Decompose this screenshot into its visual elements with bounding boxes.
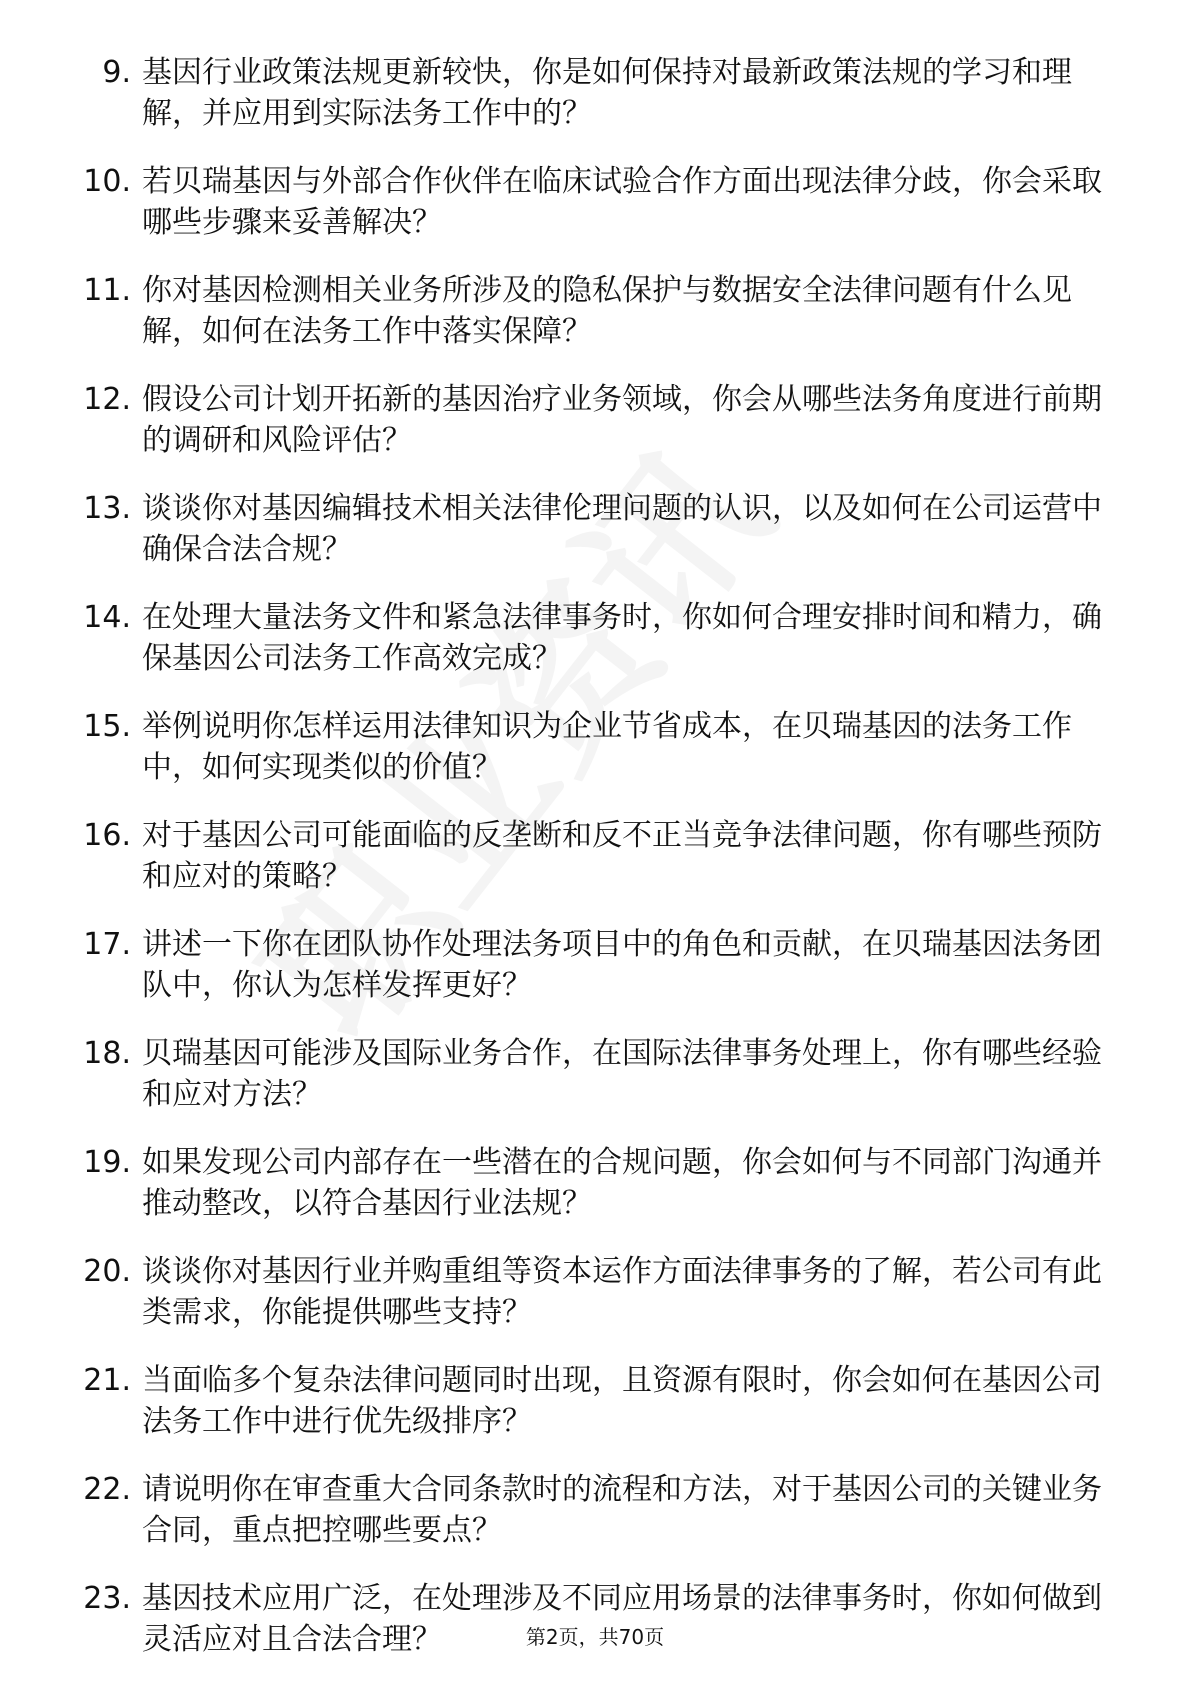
question-item: [60, 1033, 1120, 1115]
question-item: [60, 924, 1120, 1006]
question-text: 对于基因公司可能面临的反垄断和反不正当竞争法律问题，你有哪些预防和应对的策略？: [142, 818, 1102, 894]
question-item: [60, 706, 1120, 788]
question-text: 基因技术应用广泛，在处理涉及不同应用场景的法律事务时，你如何做到灵活应对且合法合理？: [142, 1581, 1102, 1657]
page-footer: [0, 1624, 1190, 1650]
page-number: 第2页，共70页: [525, 1625, 665, 1649]
question-number: 21.: [83, 1363, 131, 1398]
question-text: 假设公司计划开拓新的基因治疗业务领域，你会从哪些法务角度进行前期的调研和风险评估？: [142, 382, 1102, 458]
question-item: [60, 270, 1120, 352]
question-number: 18.: [83, 1036, 131, 1071]
question-text: 谈谈你对基因编辑技术相关法律伦理问题的认识，以及如何在公司运营中确保合法合规？: [142, 491, 1102, 567]
question-number: 17.: [83, 927, 131, 962]
question-number: 15.: [83, 709, 131, 744]
question-item: [60, 1469, 1120, 1551]
question-text: 基因行业政策法规更新较快，你是如何保持对最新政策法规的学习和理解，并应用到实际法务工作中的？: [142, 55, 1072, 131]
question-item: [60, 1360, 1120, 1442]
question-text: 贝瑞基因可能涉及国际业务合作，在国际法律事务处理上，你有哪些经验和应对方法？: [142, 1036, 1102, 1112]
question-item: [60, 815, 1120, 897]
question-text: 讲述一下你在团队协作处理法务项目中的角色和贡献，在贝瑞基因法务团队中，你认为怎样发挥更好？: [142, 927, 1102, 1003]
question-item: [60, 52, 1120, 134]
question-item: [60, 1251, 1120, 1333]
question-item: [60, 488, 1120, 570]
question-number: 14.: [83, 600, 131, 635]
question-number: 13.: [83, 491, 131, 526]
question-item: [60, 597, 1120, 679]
question-text: 谈谈你对基因行业并购重组等资本运作方面法律事务的了解，若公司有此类需求，你能提供哪些支持？: [142, 1254, 1102, 1330]
question-text: 如果发现公司内部存在一些潜在的合规问题，你会如何与不同部门沟通并推动整改，以符合基因行业法规？: [142, 1145, 1102, 1221]
question-text: 当面临多个复杂法律问题同时出现，且资源有限时，你会如何在基因公司法务工作中进行优先级排序？: [142, 1363, 1102, 1439]
question-number: 16.: [83, 818, 131, 853]
question-list: [60, 52, 1120, 1687]
question-number: 19.: [83, 1145, 131, 1180]
question-number: 23.: [83, 1581, 131, 1616]
question-number: 9.: [102, 55, 131, 90]
question-number: 10.: [83, 164, 131, 199]
question-item: [60, 161, 1120, 243]
question-number: 12.: [83, 382, 131, 417]
question-number: 20.: [83, 1254, 131, 1289]
question-item: [60, 379, 1120, 461]
question-number: 22.: [83, 1472, 131, 1507]
question-number: 11.: [83, 273, 131, 308]
question-text: 若贝瑞基因与外部合作伙伴在临床试验合作方面出现法律分歧，你会采取哪些步骤来妥善解决？: [142, 164, 1102, 240]
question-text: 请说明你在审查重大合同条款时的流程和方法，对于基因公司的关键业务合同，重点把控哪些要点？: [142, 1472, 1102, 1548]
question-text: 在处理大量法务文件和紧急法律事务时，你如何合理安排时间和精力，确保基因公司法务工作高效完成？: [142, 600, 1102, 676]
question-text: 举例说明你怎样运用法律知识为企业节省成本，在贝瑞基因的法务工作中，如何实现类似的价值？: [142, 709, 1072, 785]
question-item: [60, 1142, 1120, 1224]
question-text: 你对基因检测相关业务所涉及的隐私保护与数据安全法律问题有什么见解，如何在法务工作中落实保障？: [142, 273, 1072, 349]
